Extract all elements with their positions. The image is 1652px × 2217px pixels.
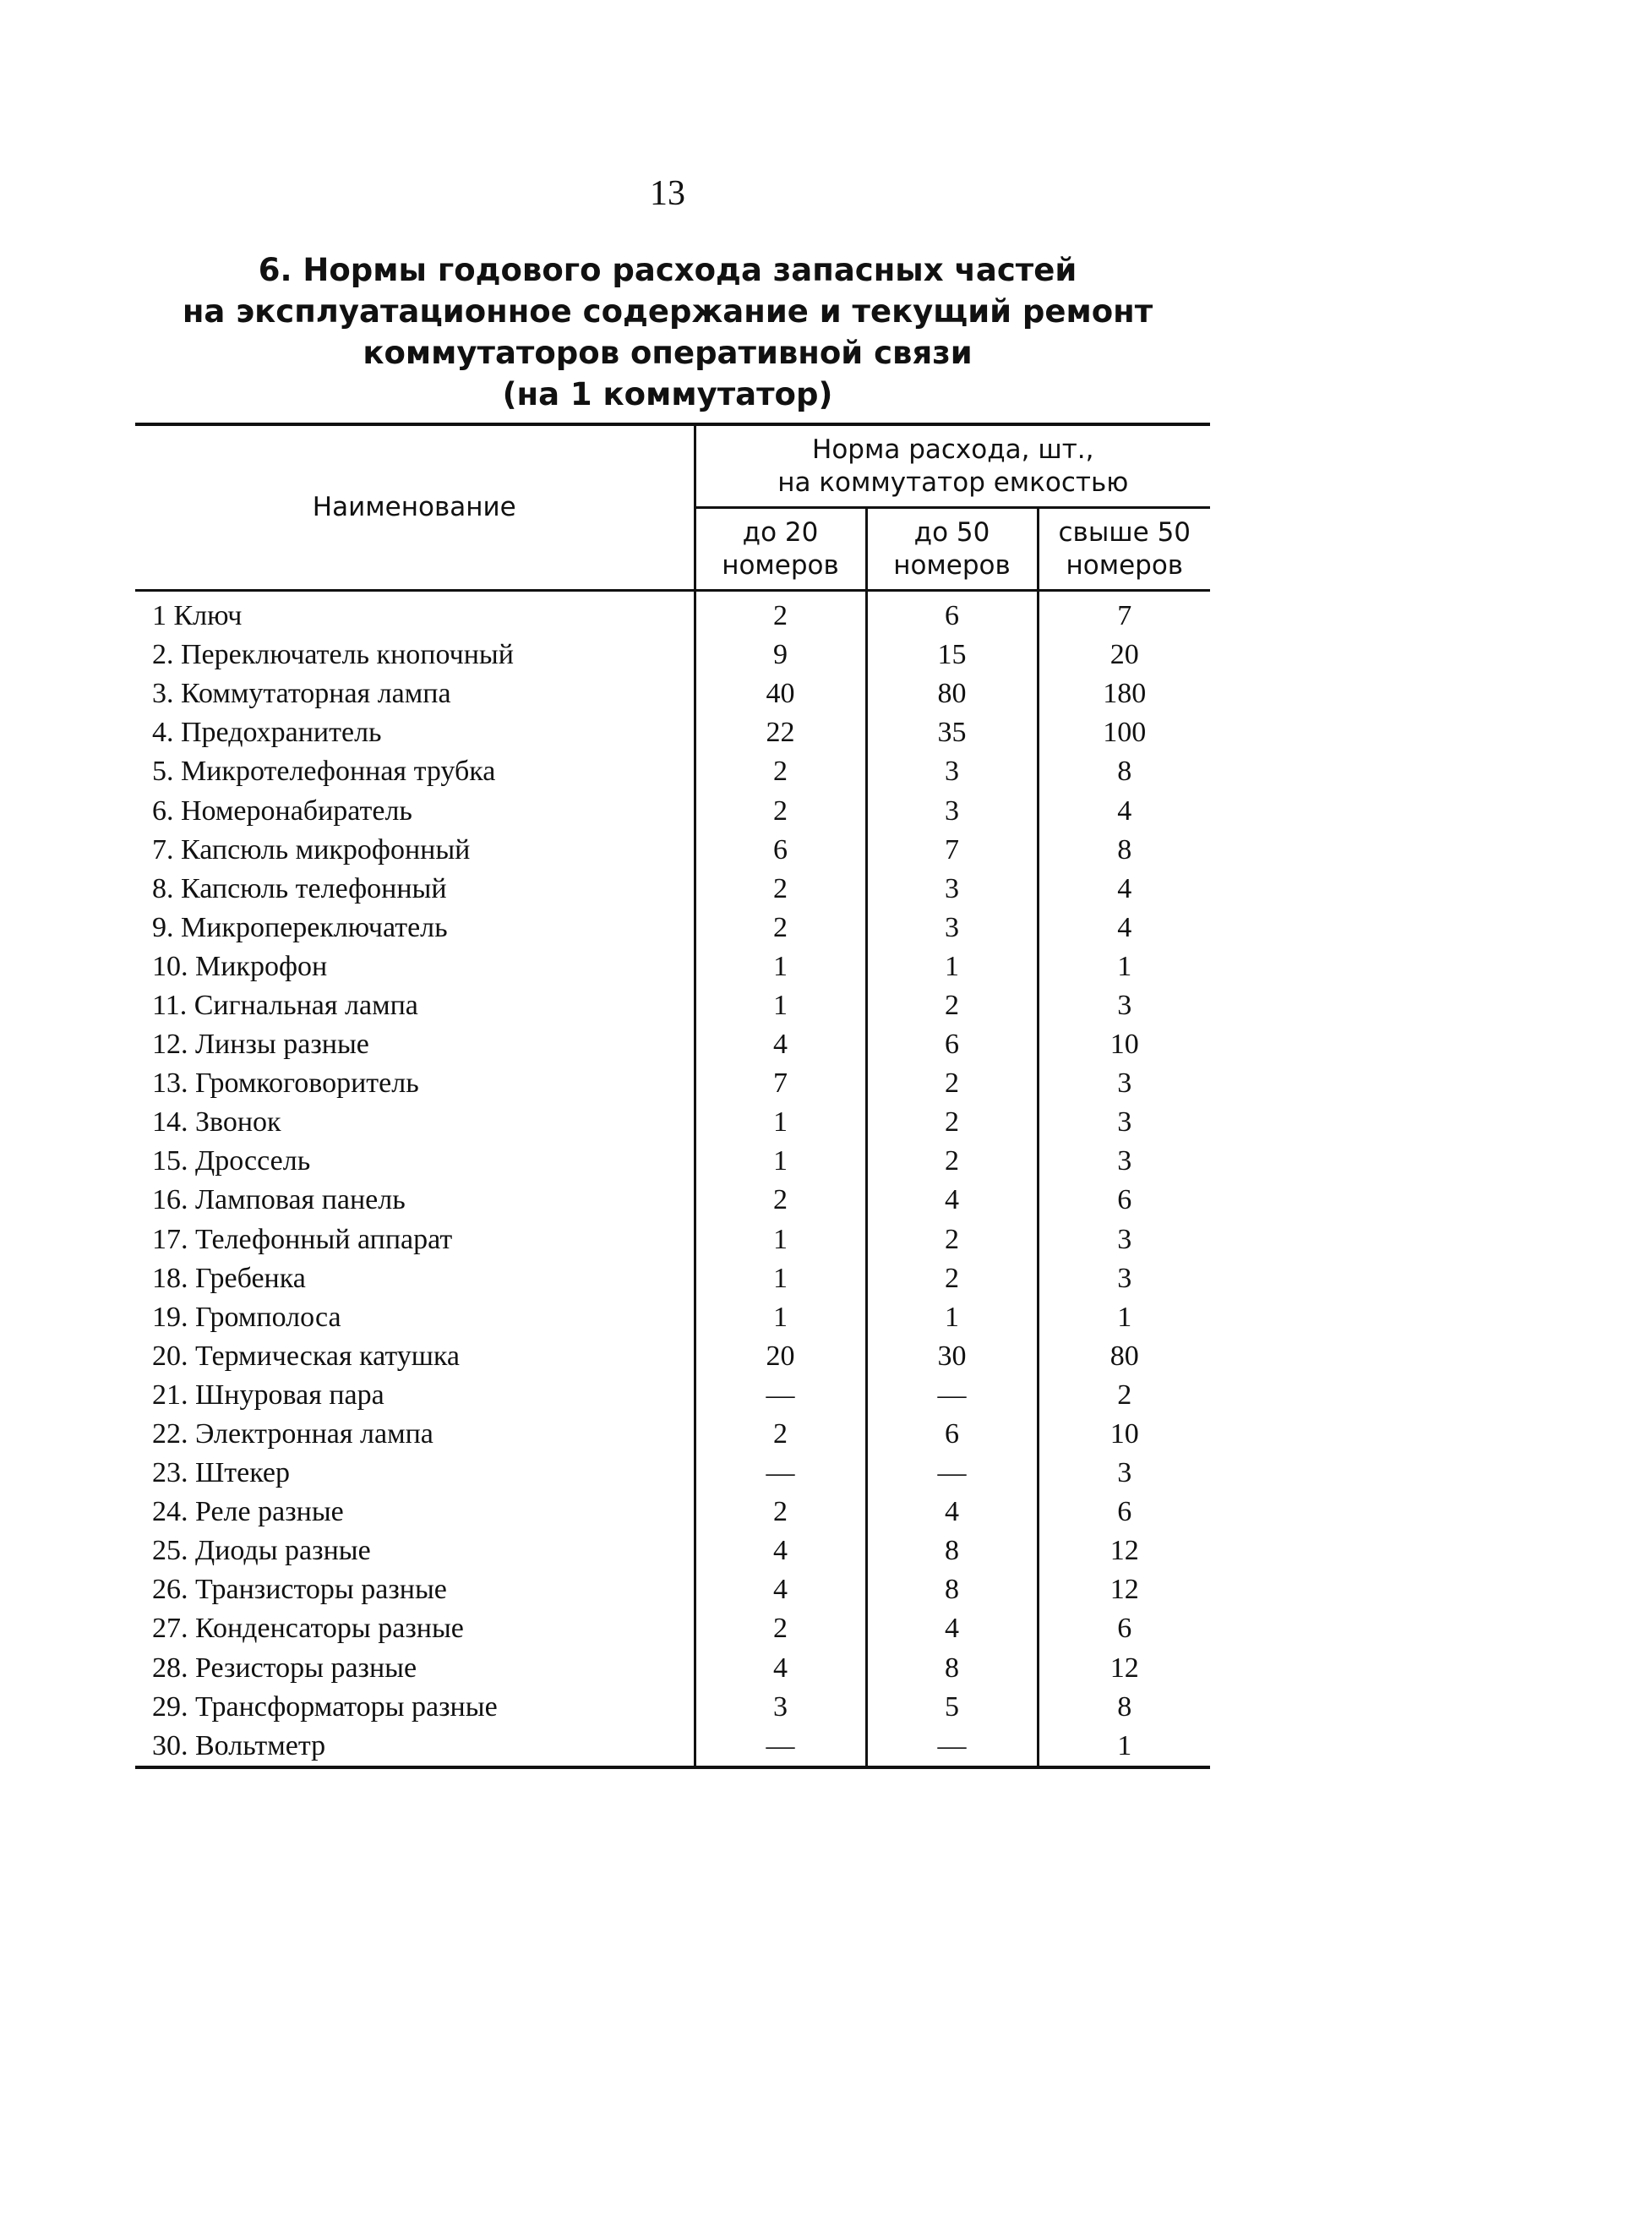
item-name-cell: 10. Микрофон bbox=[152, 950, 328, 982]
table-row bbox=[135, 1493, 1210, 1532]
value-over-50-cell: 6 bbox=[1038, 1609, 1210, 1648]
value-upto-50-cell: 30 bbox=[866, 1337, 1038, 1376]
table-row bbox=[135, 713, 1210, 752]
header-col-upto-50-line-1: до 50 bbox=[913, 516, 990, 548]
value-upto-50-cell: 6 bbox=[866, 591, 1038, 636]
value-upto-50-cell: 2 bbox=[866, 1064, 1038, 1103]
value-upto-20-cell: 40 bbox=[695, 674, 866, 713]
value-upto-20-cell: 9 bbox=[695, 636, 866, 674]
value-upto-50-cell: 6 bbox=[866, 1415, 1038, 1454]
value-upto-20-cell: 1 bbox=[695, 986, 866, 1025]
table-row bbox=[135, 1609, 1210, 1648]
value-upto-50-cell: 2 bbox=[866, 1220, 1038, 1259]
table-row bbox=[135, 1415, 1210, 1454]
value-over-50-cell: 3 bbox=[1038, 1259, 1210, 1298]
table-row bbox=[135, 1298, 1210, 1337]
value-over-50-cell: 12 bbox=[1038, 1570, 1210, 1609]
value-over-50-cell: 4 bbox=[1038, 870, 1210, 909]
table-row bbox=[135, 1103, 1210, 1142]
table-row bbox=[135, 986, 1210, 1025]
item-name-cell: 27. Конденсаторы разные bbox=[152, 1613, 464, 1645]
value-upto-50-cell: 1 bbox=[866, 1298, 1038, 1337]
value-upto-20-cell: 2 bbox=[695, 1609, 866, 1648]
item-name-cell: 2. Переключатель кнопочный bbox=[152, 639, 514, 671]
page-number: 13 bbox=[650, 174, 685, 213]
value-over-50-cell: 2 bbox=[1038, 1376, 1210, 1415]
value-over-50-cell: 8 bbox=[1038, 752, 1210, 791]
value-upto-50-cell: 3 bbox=[866, 909, 1038, 947]
value-upto-20-cell: 1 bbox=[695, 1220, 866, 1259]
value-over-50-cell: 3 bbox=[1038, 1220, 1210, 1259]
value-upto-20-cell: 2 bbox=[695, 909, 866, 947]
value-upto-20-cell: 2 bbox=[695, 791, 866, 830]
table-row bbox=[135, 1142, 1210, 1181]
value-upto-50-cell: 3 bbox=[866, 791, 1038, 830]
header-col-over-50-line-1: свыше 50 bbox=[1058, 516, 1191, 548]
value-upto-50-cell: — bbox=[866, 1454, 1038, 1493]
table-row bbox=[135, 752, 1210, 791]
value-upto-20-cell: 1 bbox=[695, 1103, 866, 1142]
value-over-50-cell: 4 bbox=[1038, 791, 1210, 830]
value-over-50-cell: 6 bbox=[1038, 1493, 1210, 1532]
value-upto-20-cell: — bbox=[695, 1454, 866, 1493]
value-upto-50-cell: 7 bbox=[866, 831, 1038, 870]
value-upto-50-cell: 2 bbox=[866, 1259, 1038, 1298]
item-name-cell: 1 Ключ bbox=[152, 600, 243, 632]
item-name-cell: 5. Микротелефонная трубка bbox=[152, 756, 496, 788]
value-over-50-cell: 6 bbox=[1038, 1181, 1210, 1220]
table-row bbox=[135, 1025, 1210, 1064]
value-upto-50-cell: 35 bbox=[866, 713, 1038, 752]
value-upto-20-cell: 1 bbox=[695, 1142, 866, 1181]
value-upto-20-cell: 22 bbox=[695, 713, 866, 752]
value-over-50-cell: 12 bbox=[1038, 1649, 1210, 1688]
item-name-cell: 30. Вольтметр bbox=[135, 1727, 695, 1767]
value-upto-20-cell: 20 bbox=[695, 1337, 866, 1376]
item-name-cell: 25. Диоды разные bbox=[152, 1535, 371, 1567]
value-over-50-cell: 10 bbox=[1038, 1025, 1210, 1064]
value-upto-50-cell: — bbox=[866, 1727, 1038, 1767]
value-over-50-cell: 1 bbox=[1038, 947, 1210, 986]
table-row bbox=[135, 909, 1210, 947]
header-name: Наименование bbox=[135, 424, 695, 591]
item-name-cell: 29. Трансформаторы разные bbox=[152, 1690, 498, 1723]
table-row bbox=[135, 831, 1210, 870]
table-row bbox=[135, 1181, 1210, 1220]
table-row bbox=[135, 1376, 1210, 1415]
table-row bbox=[135, 1337, 1210, 1376]
table-row bbox=[135, 1532, 1210, 1570]
table-row bbox=[135, 1570, 1210, 1609]
table-row bbox=[135, 636, 1210, 674]
header-col-upto-20-line-2: номеров bbox=[722, 549, 839, 581]
value-upto-20-cell: 4 bbox=[695, 1649, 866, 1688]
header-col-upto-20 bbox=[695, 508, 866, 591]
item-name-cell: 9. Микропереключатель bbox=[152, 911, 448, 943]
table-row bbox=[135, 1649, 1210, 1688]
value-upto-50-cell: 4 bbox=[866, 1181, 1038, 1220]
value-upto-20-cell: 1 bbox=[695, 1259, 866, 1298]
item-name-cell: 8. Капсюль телефонный bbox=[152, 872, 447, 904]
item-name-cell: 22. Электронная лампа bbox=[152, 1418, 433, 1450]
value-upto-50-cell: 2 bbox=[866, 986, 1038, 1025]
value-upto-50-cell: 6 bbox=[866, 1025, 1038, 1064]
title-line-3: коммутаторов оперативной связи bbox=[363, 335, 973, 371]
table-row bbox=[135, 1727, 1210, 1767]
table-row bbox=[135, 791, 1210, 830]
item-name-cell: 16. Ламповая панель bbox=[152, 1184, 406, 1216]
value-upto-50-cell: 3 bbox=[866, 870, 1038, 909]
value-upto-20-cell: 3 bbox=[695, 1688, 866, 1727]
header-col-over-50-line-2: номеров bbox=[1066, 549, 1184, 581]
norms-table bbox=[135, 423, 1210, 1769]
value-upto-20-cell: 2 bbox=[695, 1493, 866, 1532]
table-row bbox=[135, 870, 1210, 909]
value-over-50-cell: 180 bbox=[1038, 674, 1210, 713]
value-upto-50-cell: 2 bbox=[866, 1103, 1038, 1142]
item-name-cell: 19. Громполоса bbox=[152, 1301, 341, 1333]
value-upto-50-cell: 8 bbox=[866, 1570, 1038, 1609]
table-row bbox=[135, 591, 1210, 636]
item-name-cell: 13. Громкоговоритель bbox=[152, 1068, 419, 1100]
header-col-over-50 bbox=[1038, 508, 1210, 591]
item-name-cell: 21. Шнуровая пара bbox=[152, 1379, 384, 1411]
value-over-50-cell: 8 bbox=[1038, 831, 1210, 870]
value-over-50-cell: 7 bbox=[1038, 591, 1210, 636]
value-upto-20-cell: 4 bbox=[695, 1570, 866, 1609]
header-group bbox=[695, 424, 1210, 508]
value-over-50-cell: 3 bbox=[1038, 1103, 1210, 1142]
title-line-1: 6. Нормы годового расхода запасных частей bbox=[258, 252, 1077, 288]
value-upto-20-cell: 2 bbox=[695, 1181, 866, 1220]
value-upto-20-cell: 2 bbox=[695, 591, 866, 636]
value-upto-20-cell: 6 bbox=[695, 831, 866, 870]
value-upto-50-cell: 80 bbox=[866, 674, 1038, 713]
item-name-cell: 20. Термическая катушка bbox=[152, 1340, 461, 1372]
value-upto-50-cell: 15 bbox=[866, 636, 1038, 674]
item-name-cell: 11. Сигнальная лампа bbox=[152, 989, 418, 1021]
item-name-cell: 28. Резисторы разные bbox=[152, 1652, 417, 1684]
title-line-2: на эксплуатационное содержание и текущий ремонт bbox=[182, 293, 1153, 330]
value-over-50-cell: 3 bbox=[1038, 1064, 1210, 1103]
value-upto-50-cell: 1 bbox=[866, 947, 1038, 986]
table-row bbox=[135, 674, 1210, 713]
table-header bbox=[135, 424, 1210, 591]
value-upto-50-cell: 3 bbox=[866, 752, 1038, 791]
value-upto-20-cell: 7 bbox=[695, 1064, 866, 1103]
value-over-50-cell: 20 bbox=[1038, 636, 1210, 674]
item-name-cell: 7. Капсюль микрофонный bbox=[152, 833, 471, 866]
value-upto-20-cell: 4 bbox=[695, 1025, 866, 1064]
item-name-cell: 3. Коммутаторная лампа bbox=[152, 678, 451, 710]
item-name-cell: 18. Гребенка bbox=[152, 1262, 306, 1294]
item-name-cell: 17. Телефонный аппарат bbox=[152, 1223, 453, 1255]
title-line-4: (на 1 коммутатор) bbox=[502, 376, 833, 412]
value-over-50-cell: 4 bbox=[1038, 909, 1210, 947]
value-upto-50-cell: 4 bbox=[866, 1493, 1038, 1532]
value-over-50-cell: 1 bbox=[1038, 1298, 1210, 1337]
value-upto-20-cell: 2 bbox=[695, 1415, 866, 1454]
header-group-line-1: Норма расхода, шт., bbox=[812, 434, 1094, 465]
value-upto-50-cell: — bbox=[866, 1376, 1038, 1415]
header-col-upto-20-line-1: до 20 bbox=[742, 516, 819, 548]
table-body bbox=[135, 591, 1210, 1767]
header-group-line-2: на коммутатор емкостью bbox=[777, 467, 1129, 498]
table-row bbox=[135, 947, 1210, 986]
value-over-50-cell: 3 bbox=[1038, 1142, 1210, 1181]
value-over-50-cell: 3 bbox=[1038, 986, 1210, 1025]
item-name-cell: 24. Реле разные bbox=[152, 1496, 344, 1528]
value-upto-20-cell: 2 bbox=[695, 870, 866, 909]
value-upto-20-cell: 4 bbox=[695, 1532, 866, 1570]
item-name-cell: 6. Номеронабиратель bbox=[152, 795, 412, 827]
value-over-50-cell: 80 bbox=[1038, 1337, 1210, 1376]
value-upto-20-cell: — bbox=[695, 1376, 866, 1415]
value-over-50-cell: 10 bbox=[1038, 1415, 1210, 1454]
value-upto-20-cell: — bbox=[695, 1727, 866, 1767]
value-over-50-cell: 1 bbox=[1038, 1727, 1210, 1767]
table-row bbox=[135, 1454, 1210, 1493]
item-name-cell: 15. Дроссель bbox=[152, 1145, 311, 1177]
header-col-upto-50 bbox=[866, 508, 1038, 591]
item-name-cell: 23. Штекер bbox=[152, 1457, 291, 1489]
item-name-cell: 14. Звонок bbox=[152, 1106, 281, 1139]
table-title bbox=[152, 249, 1183, 415]
header-col-upto-50-line-2: номеров bbox=[893, 549, 1011, 581]
value-over-50-cell: 12 bbox=[1038, 1532, 1210, 1570]
item-name-cell: 4. Предохранитель bbox=[152, 717, 382, 749]
value-upto-50-cell: 2 bbox=[866, 1142, 1038, 1181]
table-row bbox=[135, 1259, 1210, 1298]
value-upto-20-cell: 2 bbox=[695, 752, 866, 791]
value-upto-50-cell: 8 bbox=[866, 1649, 1038, 1688]
table-row bbox=[135, 1220, 1210, 1259]
value-upto-20-cell: 1 bbox=[695, 947, 866, 986]
value-over-50-cell: 8 bbox=[1038, 1688, 1210, 1727]
value-upto-50-cell: 8 bbox=[866, 1532, 1038, 1570]
value-upto-50-cell: 5 bbox=[866, 1688, 1038, 1727]
value-over-50-cell: 100 bbox=[1038, 713, 1210, 752]
table-row bbox=[135, 1064, 1210, 1103]
item-name-cell: 26. Транзисторы разные bbox=[152, 1574, 447, 1606]
value-upto-50-cell: 4 bbox=[866, 1609, 1038, 1648]
value-upto-20-cell: 1 bbox=[695, 1298, 866, 1337]
item-name-cell: 12. Линзы разные bbox=[152, 1029, 369, 1061]
value-over-50-cell: 3 bbox=[1038, 1454, 1210, 1493]
table-row bbox=[135, 1688, 1210, 1727]
